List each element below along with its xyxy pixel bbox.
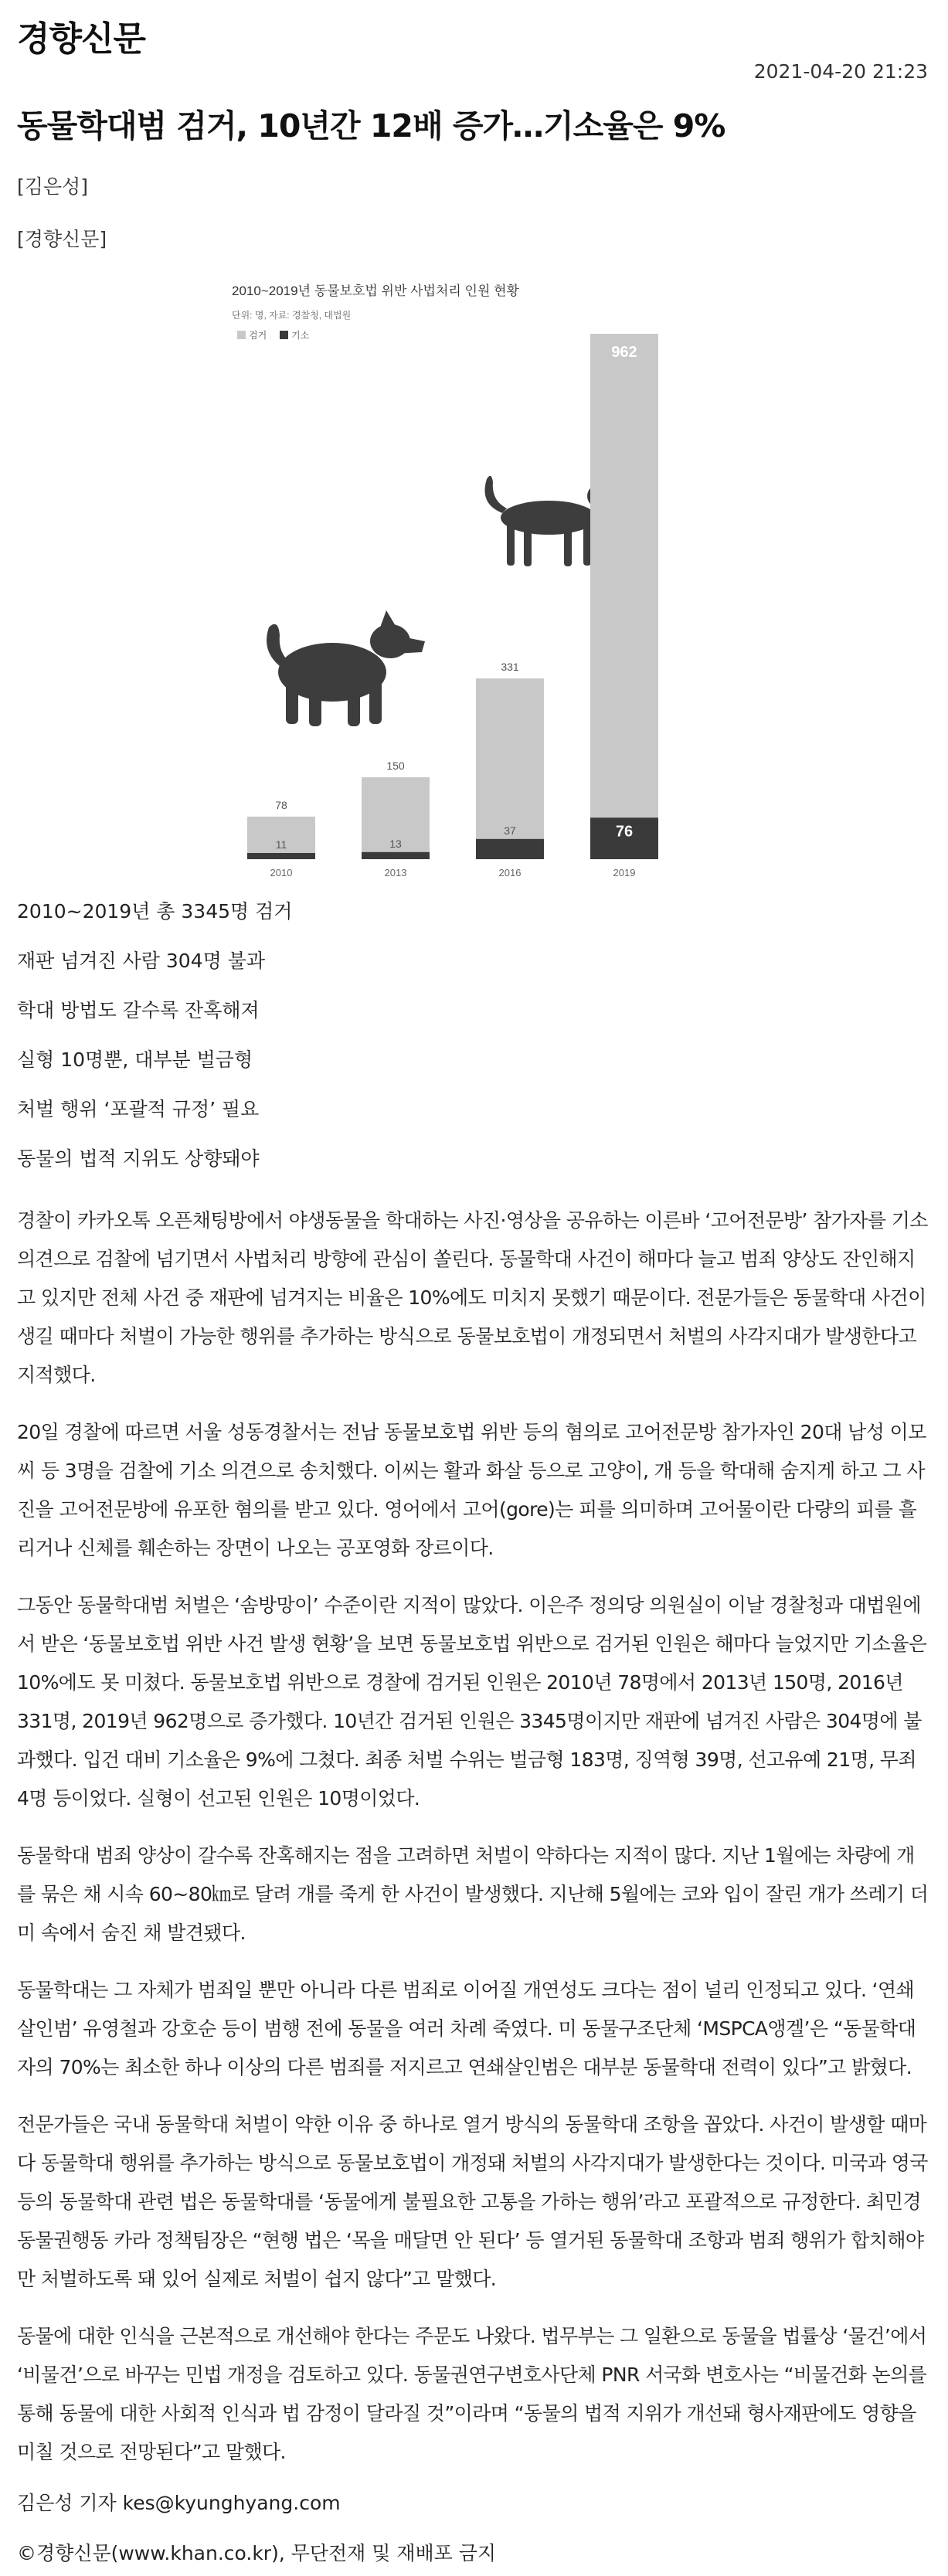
article-paragraph: 경찰이 카카오톡 오픈채팅방에서 야생동물을 학대하는 사진·영상을 공유하는 이른바 ‘고어전문방’ 참가자를 기소 의견으로 검찰에 넘기면서 사법처리 방향에 관심이 쏠린다. 동물학대 사건이 해마다 늘고 범죄 양상도 잔인해지고 있지만 전체 사건 중 재판에 넘겨지는 비율은 10%에도 미치지 못했기 때문이다. 전문가들은 동물학대 사건이 생길 때마다 처벌이 가능한 행위를 추가하는 방식으로 동물보호법이 개정되면서 처벌의 사각지대가 발생한다고 지적했다.	[17, 1209, 928, 1386]
byline[interactable]: 김은성 기자 kes@kyunghyang.com	[17, 2492, 341, 2514]
article-paragraph: 그동안 동물학대범 처벌은 ‘솜방망이’ 수준이란 지적이 많았다. 이은주 정의당 의원실이 이날 경찰청과 대법원에서 받은 ‘동물보호법 위반 사건 발생 현황’을 보면 동물보호법 위반으로 검거된 인원은 해마다 늘었지만 기소율은 10%에도 못 미쳤다. 동물보호법 위반으로 경찰에 검거된 인원은 2010년 78명에서 2013년 150명, 2016년 331명, 2019년 962명으로 증가했다. 10년간 검거된 인원은 3345명이지만 재판에 넘겨진 사람은 304명에 불과했다. 입건 대비 기소율은 9%에 그쳤다. 최종 처벌 수위는 벌금형 183명, 징역형 39명, 선고유예 21명, 무죄 4명 등이었다. 실형이 선고된 인원은 10명이었다.	[17, 1594, 927, 1810]
chart-legend	[237, 329, 310, 341]
data-label-indict-2013: 13	[389, 837, 402, 850]
article-paragraph: 동물학대는 그 자체가 범죄일 뿐만 아니라 다른 범죄로 이어질 개연성도 크다는 점이 널리 인정되고 있다. ‘연쇄살인범’ 유영철과 강호순 등이 범행 전에 동물을 여러 차례 죽였다. 미 동물구조단체 ‘MSPCA앵겔’은 “동물학대자의 70%는 최소한 하나 이상의 다른 범죄를 저지르고 연쇄살인범은 대부분 동물학대 전력이 있다”고 밝혔다.	[17, 1979, 916, 2078]
chart-subtitle: 단위: 명, 자료: 경찰청, 대법원	[232, 310, 352, 321]
author-tag: [김은성]	[17, 175, 88, 198]
summary-line: 실형 10명뿐, 대부분 벌금형	[17, 1048, 253, 1071]
legend-swatch-indict	[280, 331, 288, 339]
summary-line: 재판 넘겨진 사람 304명 불과	[17, 950, 266, 972]
x-tick-label-2013: 2013	[384, 867, 407, 878]
data-label-indict-2010: 11	[275, 838, 287, 851]
x-tick-label-2010: 2010	[270, 867, 293, 878]
article-paragraph: 동물에 대한 인식을 근본적으로 개선해야 한다는 주문도 나왔다. 법무부는 그 일환으로 동물을 법률상 ‘물건’에서 ‘비물건’으로 바꾸는 민법 개정을 검토하고 있다. 동물권연구변호사단체 PNR 서국화 변호사는 “비물건화 논의를 통해 동물에 대한 사회적 인식과 법 감정이 달라질 것”이라며 “동물의 법적 지위가 개선돼 형사재판에도 영향을 미칠 것으로 전망된다”고 말했다.	[17, 2325, 927, 2463]
publish-date: 2021-04-20 21:23	[753, 60, 928, 83]
headline: 동물학대범 검거, 10년간 12배 증가…기소율은 9%	[17, 107, 725, 144]
data-label-indict-2019: 76	[615, 823, 634, 841]
chart-title: 2010~2019년 동물보호법 위반 사법처리 인원 현황	[232, 284, 519, 298]
data-label-arrest-2010: 78	[275, 798, 287, 811]
chart-svg	[232, 272, 711, 890]
bar-indict-2013	[362, 852, 430, 859]
bar-arrest-2019	[590, 334, 658, 859]
bar-indict-2010	[247, 853, 315, 859]
summary-line: 동물의 법적 지위도 상향돼야	[17, 1147, 260, 1170]
legend-label-arrest: 검거	[249, 330, 267, 341]
summary-line: 2010~2019년 총 3345명 검거	[17, 900, 293, 923]
legend-label-indict: 기소	[291, 330, 310, 341]
legend-swatch-arrest	[237, 331, 246, 339]
animals-illustration	[267, 471, 618, 726]
summary-line: 학대 방법도 갈수록 잔혹해져	[17, 999, 260, 1021]
article-paragraph: 동물학대 범죄 양상이 갈수록 잔혹해지는 점을 고려하면 처벌이 약하다는 지적이 많다. 지난 1월에는 차량에 개를 묶은 채 시속 60~80㎞로 달려 개를 죽게 한 사건이 발생했다. 지난해 5월에는 코와 입이 잘린 개가 쓰레기 더미 속에서 숨진 채 발견됐다.	[17, 1844, 929, 1944]
dog-illustration	[267, 610, 425, 726]
data-label-arrest-2019: 962	[611, 344, 637, 361]
bars-layer	[247, 334, 658, 878]
source-tag: [경향신문]	[17, 228, 107, 250]
article-paragraph: 전문가들은 국내 동물학대 처벌이 약한 이유 중 하나로 열거 방식의 동물학대 조항을 꼽았다. 사건이 발생할 때마다 동물학대 행위를 추가하는 방식으로 동물보호법이 개정돼 처벌의 사각지대가 발생한다는 것이다. 미국과 영국 등의 동물학대 관련 법은 동물학대를 ‘동물에게 불필요한 고통을 가하는 행위’라고 포괄적으로 규정한다. 최민경 동물권행동 카라 정책팀장은 “현행 법은 ‘목을 매달면 안 된다’ 등 열거된 동물학대 조항과 범죄 행위가 합치해야만 처벌하도록 돼 있어 실제로 처벌이 쉽지 않다”고 말했다.	[17, 2113, 928, 2290]
chart-figure	[232, 272, 711, 890]
data-label-arrest-2013: 150	[386, 759, 405, 772]
data-label-arrest-2016: 331	[501, 661, 519, 674]
data-label-indict-2016: 37	[504, 824, 516, 837]
x-tick-label-2019: 2019	[613, 867, 636, 878]
article-body	[17, 1201, 930, 2472]
x-tick-label-2016: 2016	[498, 867, 522, 878]
brand-logo[interactable]: 경향신문	[17, 19, 146, 59]
copyright-notice: ©경향신문(www.khan.co.kr), 무단전재 및 재배포 금지	[17, 2542, 497, 2564]
article-paragraph: 20일 경찰에 따르면 서울 성동경찰서는 전남 동물보호법 위반 등의 혐의로 고어전문방 참가자인 20대 남성 이모씨 등 3명을 검찰에 기소 의견으로 송치했다. 이씨는 활과 화살 등으로 고양이, 개 등을 학대해 숨지게 하고 그 사진을 고어전문방에 유포한 혐의를 받고 있다. 영어에서 고어(gore)는 피를 의미하며 고어물이란 다량의 피를 흘리거나 신체를 훼손하는 장면이 나오는 공포영화 장르이다.	[17, 1421, 926, 1559]
bar-indict-2016	[476, 839, 544, 859]
summary-line: 처벌 행위 ‘포괄적 규정’ 필요	[17, 1098, 260, 1120]
